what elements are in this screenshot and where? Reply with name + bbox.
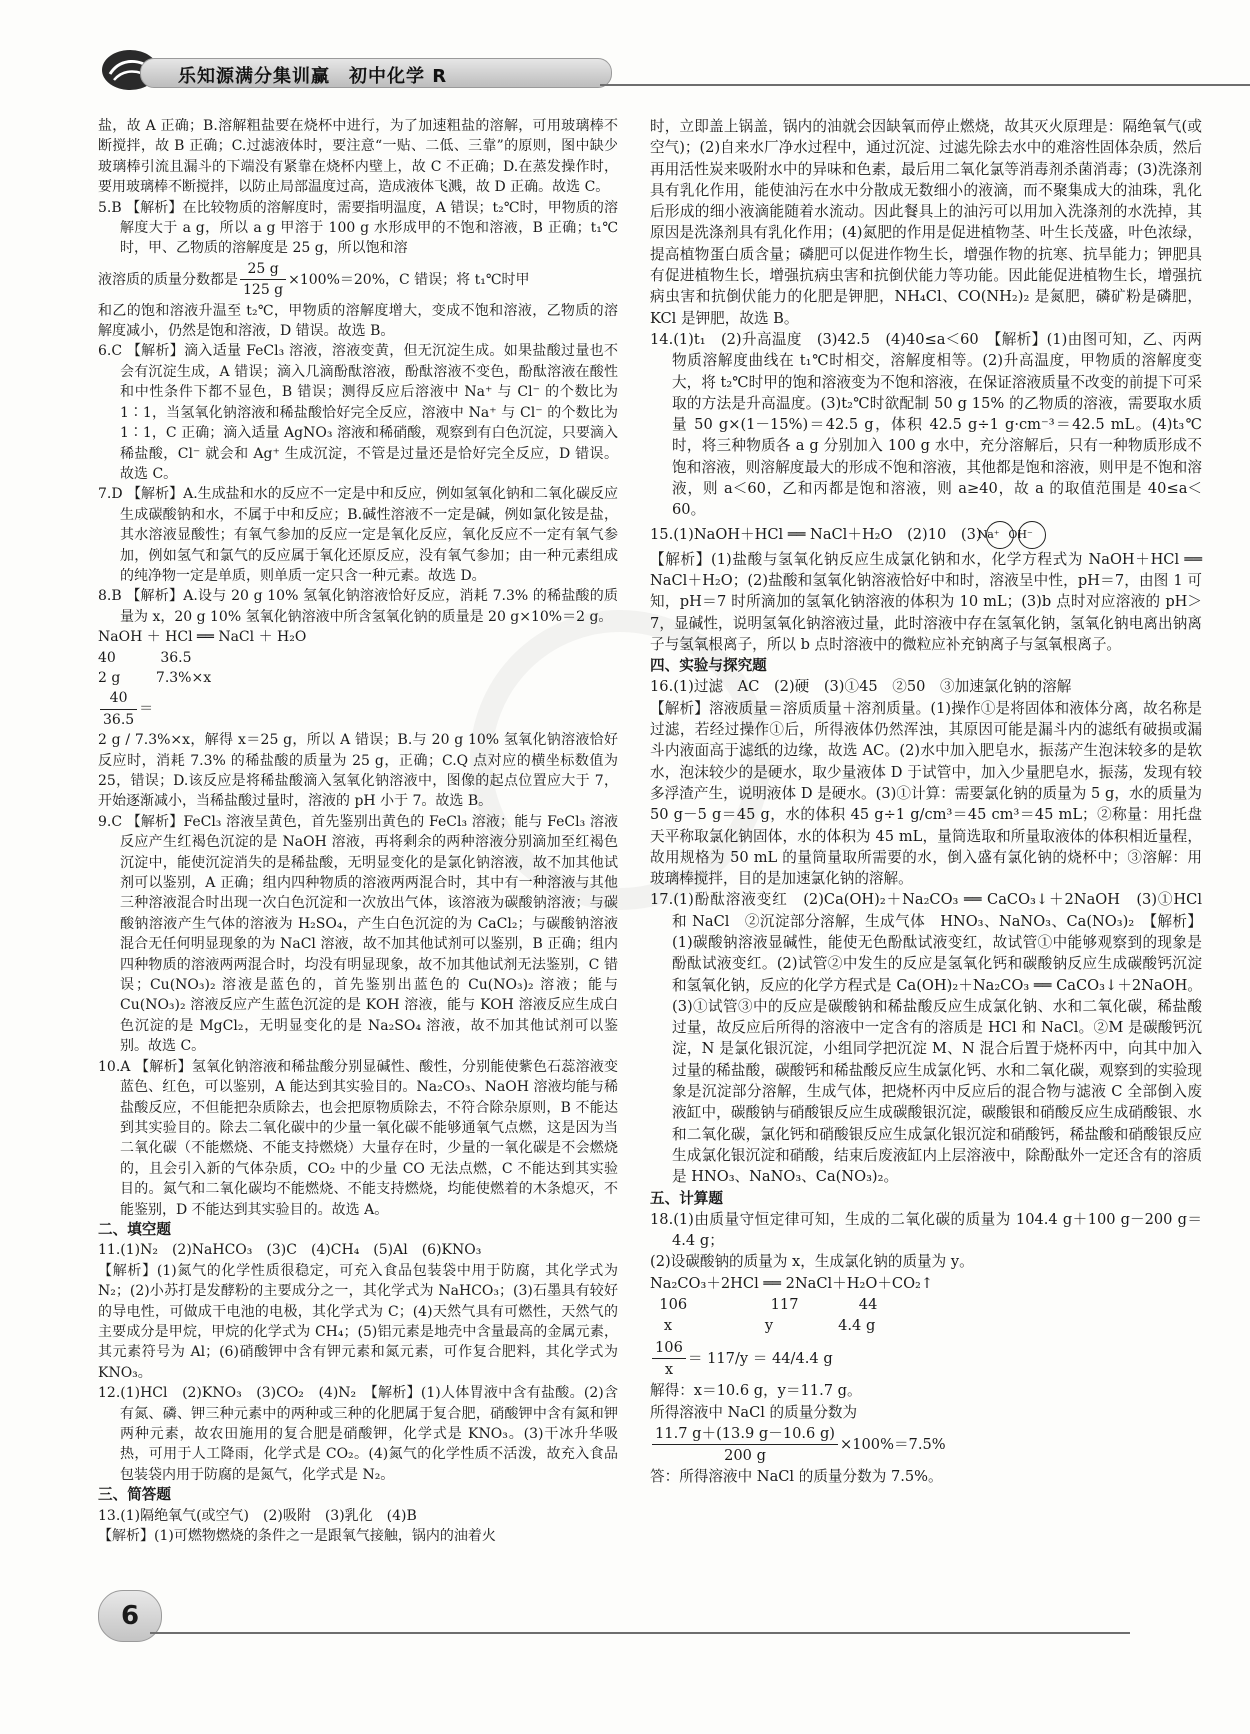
paragraph: 答：所得溶液中 NaCl 的质量分数为 7.5%。 (650, 1468, 943, 1486)
fraction (652, 1337, 686, 1381)
answer-item: 14.(1)t₁ (2)升高温度 (3)42.5 (4)40≤a＜60 【解析】(1)由图可知，乙、丙两物质溶解度曲线在 t₁℃时相交，溶解度相等。(2)升高温度，甲物质的溶解度变大，将 t₂℃时甲的饱和溶液变为不饱和溶液，在保证溶液质量不改变的前提下可采取的方法是升高温度。(3)t₂℃时欲配制 50 g 15% 的乙物质的溶液，需要取水质量 50 g×(1－15%)＝42.5 g，体积 42.5 g÷1 g·cm⁻³＝42.5 mL。(4)t₃℃时，将三种物质各 a g 分别加入 100 g 水中，充分溶解后，只有一种物质形成不饱和溶液，则溶解度最大的形成不饱和溶液，其他都是饱和溶液，则甲是不饱和溶液，则 a＜60，乙和丙都是饱和溶液，则 a≥40，故 a 的取值范围是 40≤a＜60。 (650, 330, 1202, 519)
paragraph: 时，立即盖上锅盖，锅内的油就会因缺氧而停止燃烧，故其灭火原理是：隔绝氧气(或空气)；(2)自来水厂净水过程中，通过沉淀、过滤先除去水中的难溶性固体杂质，然后再用活性炭来吸附水中的异味和色素，最后用二氧化氯等消毒剂杀菌消毒；(3)洗涤剂具有乳化作用，能使油污在水中分散成无数细小的液滴，而不聚集成大的油珠，乳化后形成的细小液滴能随着水流动。因此餐具上的油污可以用加入洗涤剂的水洗掉，其原因是洗涤剂具有乳化作用；(4)氮肥的作用是促进植物茎、叶生长茂盛，叶色浓绿，提高植物蛋白质含量；磷肥可以促进作物生长，增强作物的抗寒、抗旱能力；钾肥具有促进植物生长，增强抗病虫害和抗倒伏能力等功能。因此能促进植物生长，增强抗病虫害和抗倒伏能力的化肥是钾肥，NH₄Cl、CO(NH₂)₂ 是氮肥，磷矿粉是磷肥，KCl 是钾肥，故选 B。 (650, 118, 1202, 327)
equation-line: Na₂CO₃＋2HCl ══ 2NaCl＋H₂O＋CO₂↑ (650, 1274, 934, 1292)
fraction-prefix: 液溶质的质量分数都是 (98, 271, 238, 288)
fraction-line (98, 259, 618, 301)
fraction-suffix: ×100%＝20%，C 错误；将 t₁℃时甲 (288, 271, 530, 288)
sodium-ion-symbol: Na⁺ (986, 521, 1014, 549)
paragraph: (2)设碳酸钠的质量为 x，生成氯化钠的质量为 y。 (650, 1253, 974, 1271)
equation-line: 2 g 7.3%×x (98, 669, 212, 686)
fraction-denominator: 200 g (724, 1447, 766, 1465)
fraction-numerator: 40 (100, 688, 137, 709)
fraction-denominator: 125 g (243, 282, 284, 299)
fraction-line (650, 1423, 1202, 1467)
paragraph: 解得：x＝10.6 g，y＝11.7 g。 (650, 1382, 862, 1400)
answer-item: 8.B 【解析】A.设与 20 g 10% 氢氧化钠溶液恰好反应，消耗 7.3% 的稀盐酸的质量为 x，20 g 10% 氢氧化钠溶液中所含氢氧化钠的质量是 20 g×10%＝2 g。 (98, 588, 618, 625)
fraction-numerator: 106 (652, 1337, 686, 1359)
fraction-numerator: 11.7 g＋(13.9 g－10.6 g) (652, 1423, 838, 1445)
fraction-suffix: ＝ (139, 701, 154, 718)
fraction (652, 1423, 838, 1467)
section-heading: 三、简答题 (98, 1486, 171, 1504)
answer-item: 5.B 【解析】在比较物质的溶解度时，需要指明温度，A 错误；t₂℃时，甲物质的溶解度大于 a g，所以 a g 甲溶于 100 g 水形成甲的不饱和溶液，B 正确；t₁℃时，甲、乙物质的溶解度是 25 g，所以饱和溶 (98, 199, 618, 257)
right-column (650, 116, 1202, 1488)
fraction-numerator: 25 g (240, 259, 286, 280)
paragraph: 【解析】(1)盐酸与氢氧化钠反应生成氯化钠和水，化学方程式为 NaOH＋HCl ══ NaCl＋H₂O；(2)盐酸和氢氧化钠溶液恰好中和时，溶液呈中性，pH＝7，由图 1 可知，pH＝7 时所滴加的氢氧化钠溶液的体积为 10 mL；(3)b 点时对应溶液的 pH＞7，显碱性，说明氢氧化钠溶液过量，此时溶液中存在氢氧化钠，氢氧化钠电离出钠离子与氢氧根离子，所以 b 点时溶液中的微粒应补充钠离子与氢氧根离子。 (650, 550, 1202, 653)
equation-line: 106 117 44 (650, 1296, 878, 1314)
answer-item (650, 521, 1202, 549)
section-heading: 二、填空题 (98, 1220, 171, 1238)
fraction-suffix: ×100%＝7.5% (840, 1435, 946, 1453)
fraction (100, 688, 137, 730)
paragraph: 和乙的饱和溶液升温至 t₂℃，甲物质的溶解度增大，变成不饱和溶液，乙物质的溶解度减小，仍然是饱和溶液，D 错误。故选 B。 (98, 302, 618, 340)
answer-item: 7.D 【解析】A.生成盐和水的反应不一定是中和反应，例如氢氧化钠和二氧化碳反应生成碳酸钠和水，不属于中和反应；B.碱性溶液不一定是碱，例如氯化铵是盐，其水溶液显酸性；有氧气参加的反应一定是氧化反应，氧化反应不一定有氧气参加，例如氢气和氯气的反应属于氧化还原反应，没有氧气参加；由一种元素组成的纯净物一定是单质，则单质一定只含一种元素。故选 D。 (98, 486, 618, 584)
answer-item: 6.C 【解析】滴入适量 FeCl₃ 溶液，溶液变黄，但无沉淀生成。如果盐酸过量也不会有沉淀生成，A 错误；滴入几滴酚酞溶液，酚酞溶液不变色，酚酞溶液在酸性和中性条件下都不显色，B 错误；测得反应后溶液中 Na⁺ 与 Cl⁻ 的个数比为 1∶1，当氢氧化钠溶液和稀盐酸恰好完全反应，溶液中 Na⁺ 与 Cl⁻ 的个数比为 1∶1，C 正确；滴入适量 AgNO₃ 溶液和稀硝酸，观察到有白色沉淀，只要滴入稀盐酸，Cl⁻ 就会和 Ag⁺ 生成沉淀，不管是过量还是恰好完全反应，D 错误。故选 C。 (98, 343, 618, 482)
section-heading: 五、计算题 (650, 1189, 723, 1207)
answer-item: 18.(1)由质量守恒定律可知，生成的二氧化碳的质量为 104.4 g＋100 g－200 g＝4.4 g； (650, 1210, 1202, 1250)
paragraph: 2 g / 7.3%×x，解得 x＝25 g，所以 A 错误；B.与 20 g 10% 氢氧化钠溶液恰好反应时，消耗 7.3% 的稀盐酸的质量为 25 g，正确；C.Q 点对应的横坐标数值为 25，错误；D.该反应是将稀盐酸滴入氢氧化钠溶液中，图像的起点位置应大于 7，开始逐渐减小，当稀盐酸过量时，溶液的 pH 小于 7。故选 B。 (98, 732, 618, 810)
hydroxide-ion-symbol: OH⁻ (1018, 521, 1046, 549)
header-rule (600, 84, 1250, 86)
answer-item: 17.(1)酚酞溶液变红 (2)Ca(OH)₂＋Na₂CO₃ ══ CaCO₃↓＋2NaOH (3)①HCl 和 NaCl ②沉淀部分溶解，生成气体 HNO₃、NaNO₃、Ca(NO₃)₂ 【解析】(1)碳酸钠溶液显碱性，能使无色酚酞试液变红，故试管①中能够观察到的现象是酚酞试液变红。(2)试管②中发生的反应是氢氧化钙和碳酸钠反应生成碳酸钙沉淀和氢氧化钠，反应的化学方程式是 Ca(OH)₂＋Na₂CO₃ ══ CaCO₃↓＋2NaOH。(3)①试管③中的反应是碳酸钠和稀盐酸反应生成氯化钠、水和二氧化碳，稀盐酸过量，故反应后所得的溶液中一定含有的溶质是 HCl 和 NaCl。②M 是碳酸钙沉淀，N 是氯化银沉淀，小组同学把沉淀 M、N 混合后置于烧杯丙中，向其中加入过量的稀盐酸，碳酸钙和稀盐酸反应生成氯化钙、水和二氧化碳，观察到的实验现象是沉淀部分溶解，生成气体，把烧杯丙中反应后的混合物与滤液 C 全部倒入废液缸中，碳酸钠与硝酸银反应生成碳酸银沉淀，碳酸银和硝酸反应生成硝酸银、水和二氧化碳，氯化钙和硝酸银反应生成氯化银沉淀和硝酸钙，稀盐酸和硝酸银反应生成氯化银沉淀和硝酸，结束后废液缸内上层溶液中，除酚酞外一定还含有的溶质是 HNO₃、NaNO₃、Ca(NO₃)₂。 (650, 891, 1202, 1186)
answer-text: 15.(1)NaOH＋HCl ══ NaCl＋H₂O (2)10 (3) (650, 525, 982, 543)
paragraph: 盐，故 A 正确；B.溶解粗盐要在烧杯中进行，为了加速粗盐的溶解，可用玻璃棒不断搅拌，故 B 正确；C.过滤液体时，要注意“一贴、二低、三靠”的原则，图中缺少玻璃棒引流且漏斗的下端没有紧靠在烧杯内壁上，故 C 不正确；D.在蒸发操作时，要用玻璃棒不断搅拌，以防止局部温度过高，造成液体飞溅，故 D 正确。故选 C。 (98, 118, 618, 196)
equation-line: x y 4.4 g (650, 1317, 876, 1335)
answer-item: 11.(1)N₂ (2)NaHCO₃ (3)C (4)CH₄ (5)Al (6)KNO₃ (98, 1242, 482, 1259)
paragraph: 所得溶液中 NaCl 的质量分数为 (650, 1403, 858, 1421)
footer-rule (150, 1632, 1130, 1634)
page-number: 6 (98, 1590, 162, 1642)
section-heading: 四、实验与探究题 (650, 657, 767, 675)
paragraph: 【解析】(1)氮气的化学性质很稳定，可充入食品包装袋中用于防腐，其化学式为 N₂；(2)小苏打是发酵粉的主要成分之一，其化学式为 NaHCO₃；(3)石墨具有较好的导电性，可做成干电池的电极，其化学式为 C；(4)天然气具有可燃性，天然气的主要成分是甲烷，甲烷的化学式为 CH₄；(5)铝元素是地壳中含量最高的金属元素，其元素符号为 Al；(6)硝酸钾中含有钾元素和氮元素，可作复合肥料，其化学式为 KNO₃。 (98, 1262, 618, 1381)
equation-line: NaOH ＋ HCl ══ NaCl ＋ H₂O (98, 629, 307, 646)
answer-item: 9.C 【解析】FeCl₃ 溶液呈黄色，首先鉴别出黄色的 FeCl₃ 溶液；能与 FeCl₃ 溶液反应产生红褐色沉淀的是 NaOH 溶液，再将剩余的两种溶液分别滴加至红褐色沉淀中，能使沉淀消失的是稀盐酸，无明显变化的是氯化钠溶液，故不加其他试剂可以鉴别，A 正确；组内四种物质的溶液两两混合时，其中有一种溶液与其他三种溶液混合时出现一次白色沉淀和一次放出气体，该溶液为碳酸钠溶液；与碳酸钠溶液产生气体的溶液为 H₂SO₄，产生白色沉淀的为 CaCl₂；与碳酸钠溶液混合无任何明显现象的为 NaCl 溶液，故不加其他试剂可以鉴别，B 正确；组内四种物质的溶液两两混合时，均没有明显现象，故不加其他试剂无法鉴别，C 错误；Cu(NO₃)₂ 溶液是蓝色的，首先鉴别出蓝色的 Cu(NO₃)₂ 溶液；能与 Cu(NO₃)₂ 溶液反应产生蓝色沉淀的是 KOH 溶液，能与 KOH 溶液反应生成白色沉淀的是 MgCl₂，无明显变化的是 Na₂SO₄ 溶液，故不加其他试剂可以鉴别。故选 C。 (98, 813, 618, 1055)
paragraph: 【解析】(1)可燃物燃烧的条件之一是跟氧气接触，锅内的油着火 (98, 1528, 496, 1545)
fraction-suffix: ＝ 117/y ＝ 44/4.4 g (687, 1349, 833, 1367)
answer-item: 10.A 【解析】氢氧化钠溶液和稀盐酸分别显碱性、酸性，分别能使紫色石蕊溶液变蓝色、红色，可以鉴别，A 能达到其实验目的。Na₂CO₃、NaOH 溶液均能与稀盐酸反应，不但能把杂质除去，也会把原物质除去，不符合除杂原则，B 不能达到其实验目的。除去二氧化碳中的少量一氧化碳不能够通氧气点燃，这是因为当二氧化碳（不能燃烧、不能支持燃烧）大量存在时，少量的一氧化碳是不会燃烧的，且会引入新的气体杂质，CO₂ 中的少量 CO 无法点燃，C 不能达到其实验目的。氮气和二氧化碳均不能燃烧、不能支持燃烧，均能使燃着的木条熄灭，不能鉴别，D 不能达到其实验目的。故选 A。 (98, 1058, 618, 1218)
left-column (98, 116, 618, 1546)
paragraph: 【解析】溶液质量＝溶质质量＋溶剂质量。(1)操作①是将固体和液体分离，故名称是过滤，若经过操作①后，所得液体仍然浑浊，其原因可能是漏斗内的滤纸有破损或漏斗内液面高于滤纸的边缘，故选 AC。(2)水中加入肥皂水，振荡产生泡沫较多的是软水，泡沫较少的是硬水，取少量液体 D 于试管中，加入少量肥皂水，振荡，发现有较多浮渣产生，说明液体 D 是硬水。(3)①计算：需要氯化钠的质量为 5 g，水的质量为 50 g－5 g＝45 g，水的体积 45 g÷1 g/cm³＝45 cm³＝45 mL；②称量：用托盘天平称取氯化钠固体，水的体积为 45 mL，量筒选取和所量取液体的体积相近量程，故用规格为 50 mL 的量筒量取所需要的水，倒入盛有氯化钠的烧杯中；③溶解：用玻璃棒搅拌，目的是加速氯化钠的溶解。 (650, 699, 1202, 888)
equation-line: 40 36.5 (98, 649, 192, 666)
header-title: 乐知源满分集训赢 初中化学 R (178, 66, 448, 87)
answer-item: 16.(1)过滤 AC (2)硬 (3)①45 ②50 ③加速氯化钠的溶解 (650, 678, 1072, 696)
fraction-denominator: x (664, 1360, 674, 1378)
fraction-line (650, 1337, 1202, 1381)
fraction-line (98, 688, 618, 730)
answer-item: 12.(1)HCl (2)KNO₃ (3)CO₂ (4)N₂ 【解析】(1)人体胃液中含有盐酸。(2)含有氮、磷、钾三种元素中的两种或三种的化肥属于复合肥，硝酸钾中含有氮和钾两种元素，故农田施用的复合肥是硝酸钾，化学式是 KNO₃。(3)干冰升华吸热，可用于人工降雨，化学式是 CO₂。(4)氮气的化学性质不活泼，故充入食品包装袋内用于防腐的是氮气，化学式是 N₂。 (98, 1385, 618, 1483)
fraction-denominator: 36.5 (103, 711, 135, 728)
answer-item: 13.(1)隔绝氧气(或空气) (2)吸附 (3)乳化 (4)B (98, 1507, 417, 1524)
fraction (240, 259, 286, 301)
page-header (100, 48, 1150, 92)
